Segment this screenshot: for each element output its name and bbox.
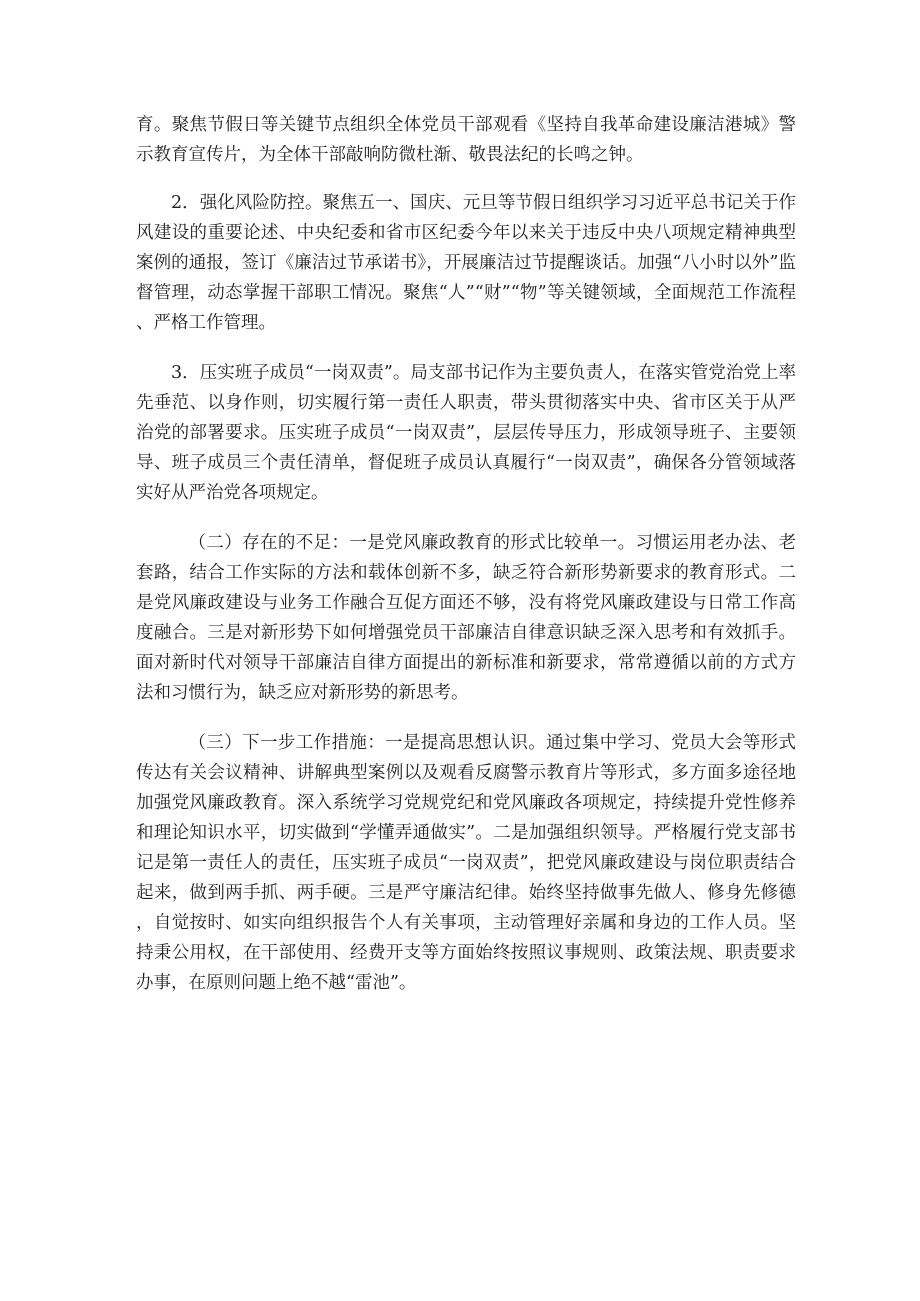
paragraph-responsibility: 3．压实班子成员“一岗双责”。局支部书记作为主要负责人，在落实管党治党上率先垂范、以身作则，切实履行第一责任人职责，带头贯彻落实中央、省市区关于从严治党的部署要求。压实班子成员“一岗双责”，层层传导压力，形成领导班子、主要领导、班子成员三个责任清单，督促班子成员认真履行“一岗双责”，确保各分管领域落实好从严治党各项规定。	[136, 363, 796, 503]
paragraph-next-steps: （三）下一步工作措施：一是提高思想认识。通过集中学习、党员大会等形式传达有关会议精神、讲解典型案例以及观看反腐警示教育片等形式，多方面多途径地加强党风廉政教育。深入系统学习党规党纪和党风廉政各项规定，持续提升党性修养和理论知识水平，切实做到“学懂弄通做实”。二是加强组织领导。严格履行党支部书记是第一责任人的责任，压实班子成员“一岗双责”，把党风廉政建设与岗位职责结合起来，做到两手抓、两手硬。三是严守廉洁纪律。始终坚持做事先做人、修身先修德，自觉按时、如实向组织报告个人有关事项，主动管理好亲属和身边的工作人员。坚持秉公用权，在干部使用、经费开支等方面始终按照议事规则、政策法规、职责要求办事，在原则问题上绝不越“雷池”。	[136, 733, 796, 993]
paragraph-shortcomings: （二）存在的不足：一是党风廉政教育的形式比较单一。习惯运用老办法、老套路，结合工作实际的方法和载体创新不多，缺乏符合新形势新要求的教育形式。二是党风廉政建设与业务工作融合互促方面还不够，没有将党风廉政建设与日常工作高度融合。三是对新形势下如何增强党员干部廉洁自律意识缺乏深入思考和有效抓手。面对新时代对领导干部廉洁自律方面提出的新标准和新要求，常常遵循以前的方式方法和习惯行为，缺乏应对新形势的新思考。	[136, 533, 796, 703]
paragraph-continuation: 育。聚焦节假日等关键节点组织全体党员干部观看《坚持自我革命建设廉洁港城》警示教育宣传片，为全体干部敲响防微杜渐、敬畏法纪的长鸣之钟。	[136, 115, 796, 165]
paragraph-risk-control: 2．强化风险防控。聚焦五一、国庆、元旦等节假日组织学习习近平总书记关于作风建设的重要论述、中央纪委和省市区纪委今年以来关于违反中央八项规定精神典型案例的通报，签订《廉洁过节承诺书》，开展廉洁过节提醒谈话。加强“八小时以外”监督管理，动态掌握干部职工情况。聚焦“人”“财”“物”等关键领域，全面规范工作流程、严格工作管理。	[136, 193, 796, 333]
document-page	[136, 110, 796, 1018]
